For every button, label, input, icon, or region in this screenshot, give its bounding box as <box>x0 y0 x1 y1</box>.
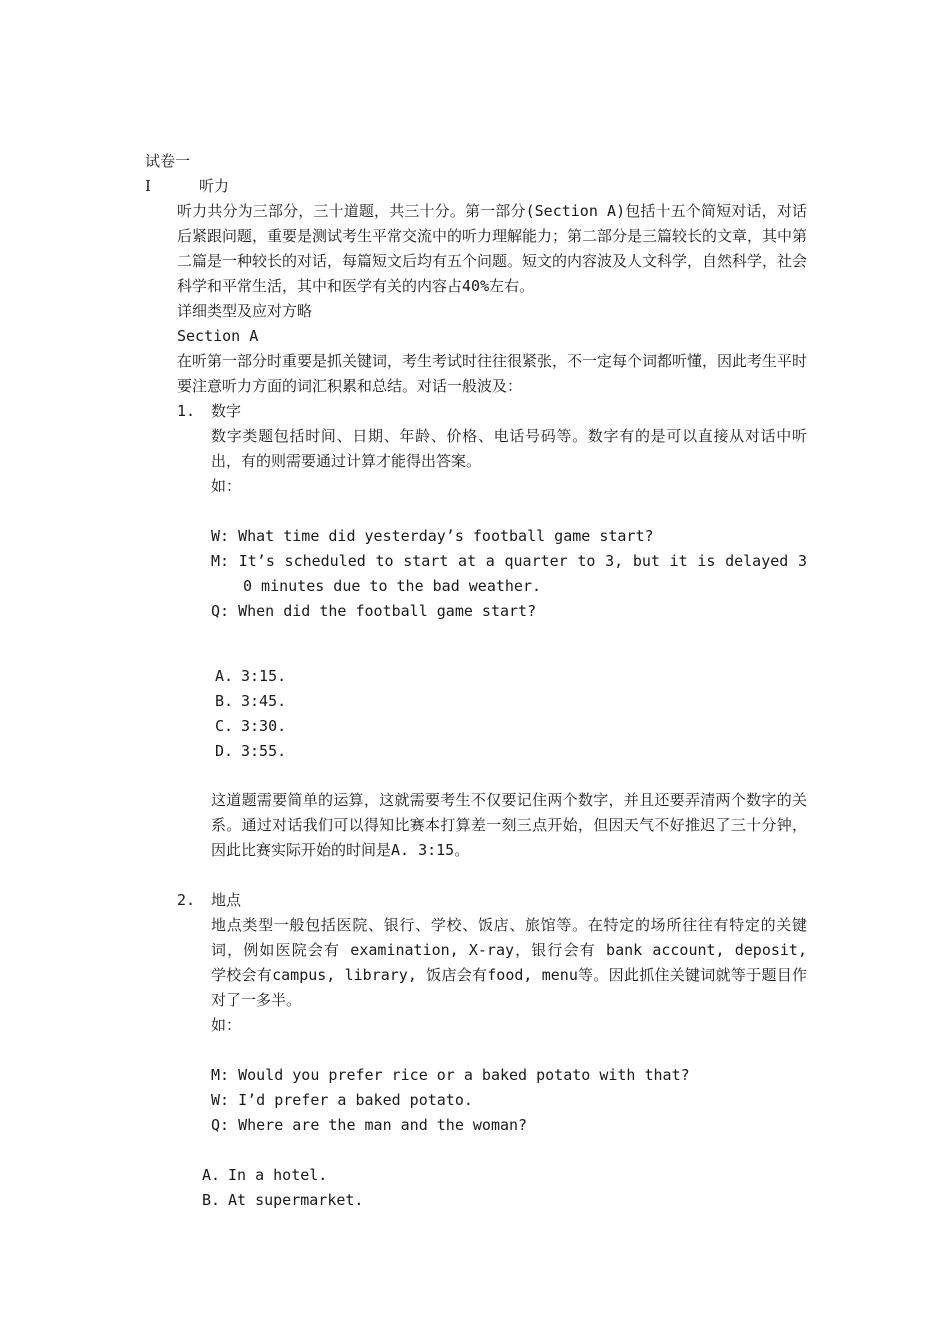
item1-option <box>215 689 286 714</box>
option-letter: B. <box>202 1191 221 1209</box>
option-letter: A. <box>215 667 234 685</box>
intro-paragraph: 听力共分为三部分，三十道题，共三十分。第一部分(Section A)包括十五个简短对话，对话后紧跟问题，重要是测试考生平常交流中的听力理解能力；第二部分是三篇较长的文章，其中第二篇是一种较长的对话，每篇短文后均有五个问题。短文的内容波及人文科学，自然科学，社会科学和平常生活，其中和医学有关的内容占40%左右。 <box>177 202 808 295</box>
item1-heading <box>177 399 241 424</box>
option-letter: A. <box>202 1166 221 1184</box>
option-text: 3:30. <box>241 717 287 735</box>
item2-heading <box>177 888 241 913</box>
section-title: 听力 <box>199 177 230 195</box>
item2-dialogue-line: M: Would you prefer rice or a baked potato with that? <box>211 1066 690 1084</box>
item1-analysis: 这道题需要简单的运算，这就需要考生不仅要记住两个数字，并且还要弄清两个数字的关系。通过对话我们可以得知比赛本打算差一刻三点开始，但因天气不好推迟了三十分钟，因此比赛实际开始的时间是A. 3:15。 <box>211 791 807 859</box>
item2-description: 地点类型一般包括医院、银行、学校、饭店、旅馆等。在特定的场所往往有特定的关键词，例如医院会有 examination, X-ray，银行会有 bank account, deposit, 学校会有campus, library, 饭店会有food, menu等。因此抓住关键词就等于题目作对了一多半。 <box>211 916 807 1009</box>
option-letter: B. <box>215 692 234 710</box>
item1-dialogue-line: Q: When did the football game start? <box>211 602 537 620</box>
option-text: 3:55. <box>241 742 287 760</box>
item2-example-label: 如： <box>211 1016 242 1034</box>
item2-option <box>202 1163 327 1188</box>
document-title: 试卷一 <box>145 152 191 170</box>
item1-title: 数字 <box>211 402 242 420</box>
item1-description: 数字类题包括时间、日期、年龄、价格、电话号码等。数字有的是可以直接从对话中听出，有的则需要通过计算才能得出答案。 <box>211 427 807 470</box>
item1-example-label: 如： <box>211 477 242 495</box>
item2-number: 2. <box>177 891 196 909</box>
section-heading <box>145 174 229 199</box>
option-letter: C. <box>215 717 234 735</box>
option-text: 3:15. <box>241 667 287 685</box>
item2-dialogue-line: Q: Where are the man and the woman? <box>211 1116 528 1134</box>
option-text: 3:45. <box>241 692 287 710</box>
option-letter: D. <box>215 742 234 760</box>
item1-option <box>215 714 286 739</box>
item2-title: 地点 <box>211 891 242 909</box>
strategy-heading: 详细类型及应对方略 <box>177 302 313 320</box>
section-a-heading: Section A <box>177 327 259 345</box>
item1-dialogue-line: W: What time did yesterday’s football game start? <box>211 527 654 545</box>
section-a-paragraph: 在听第一部分时重要是抓关键词，考生考试时往往很紧张，不一定每个词都听懂，因此考生平时要注意听力方面的词汇积累和总结。对话一般波及： <box>177 352 808 395</box>
item1-number: 1. <box>177 402 196 420</box>
item2-option <box>202 1188 363 1213</box>
option-text: In a hotel. <box>228 1166 328 1184</box>
item1-option <box>215 664 286 689</box>
item1-dialogue-line: M: It’s scheduled to start at a quarter to 3, but it is delayed 30 minutes due to the bad weather. <box>211 552 807 595</box>
option-text: At supermarket. <box>228 1191 364 1209</box>
section-numeral: I <box>145 177 151 195</box>
item2-dialogue-line: W: I’d prefer a baked potato. <box>211 1091 473 1109</box>
item1-option <box>215 739 286 764</box>
